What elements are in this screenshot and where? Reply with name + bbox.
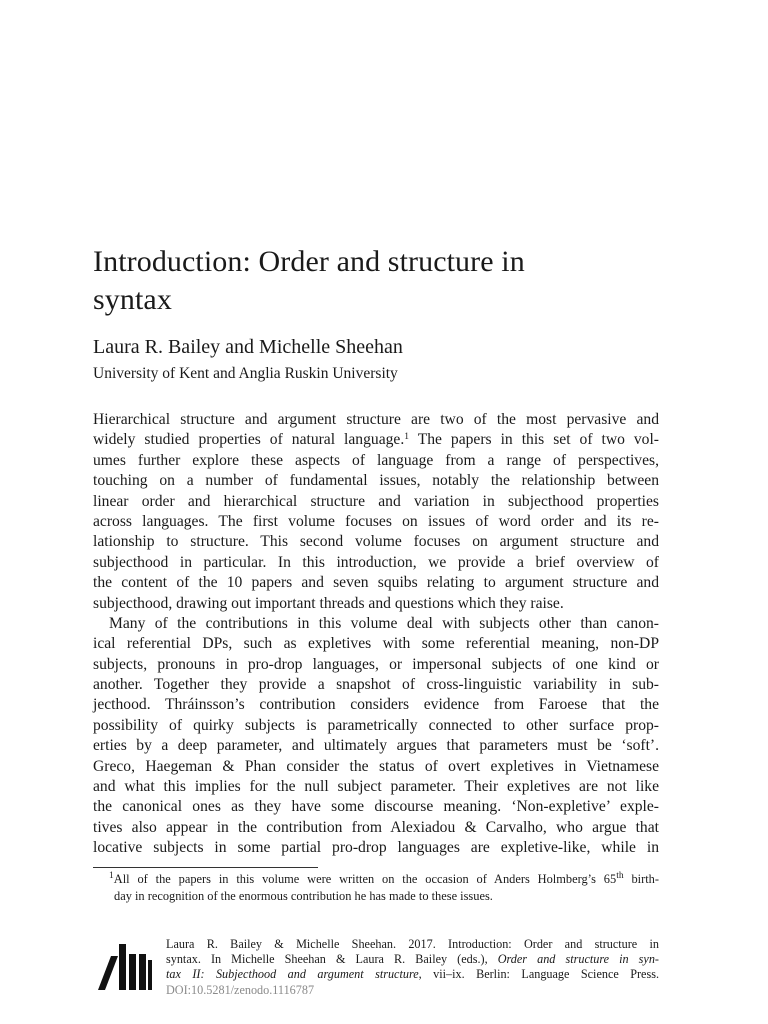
body-line: and what this implies for the null subject parameter. Their expletives are not like — [93, 778, 659, 796]
chapter-title-line-2: syntax — [93, 283, 172, 316]
citation-book-title: tax II: Subjecthood and argument structure — [166, 967, 419, 982]
body-line: another. Together they provide a snapshot of cross-linguistic variability in sub- — [93, 676, 659, 694]
footnote-line — [93, 871, 659, 888]
body-line: tives also appear in the contribution from Alexiadou & Carvalho, who argue that — [93, 818, 659, 836]
footnote-marker[interactable]: 1 — [404, 432, 409, 443]
citation-block — [93, 937, 659, 997]
author-affiliation: University of Kent and Anglia Ruskin University — [93, 365, 398, 382]
doi-link[interactable]: DOI:10.5281/zenodo.1116787 — [166, 982, 315, 997]
body-line: lationship to structure. This second volume focuses on argument structure and — [93, 533, 659, 551]
footnote-number: 1 — [109, 871, 114, 881]
paper-page — [93, 0, 659, 1024]
body-text-fragment: The papers in this set of two vol- — [408, 431, 660, 449]
chapter-title — [93, 243, 659, 319]
body-line — [93, 430, 659, 450]
footnote-text-fragment: All of the papers in this volume were written on the occasion of Anders Holmberg’s 65 — [113, 872, 617, 886]
footnote — [93, 871, 659, 905]
body-line: possibility of quirky subjects is parametrically connected to other surface prop- — [93, 716, 659, 734]
citation-fragment: syntax. In Michelle Sheehan & Laura R. Bailey (eds.), — [166, 952, 498, 967]
body-line: touching on a number of fundamental issues, notably the relationship between — [93, 472, 659, 490]
chapter-authors: Laura R. Bailey and Michelle Sheehan — [93, 336, 403, 358]
ordinal-suffix: th — [616, 871, 624, 881]
body-line: the content of the 10 papers and seven squibs relating to argument structure and — [93, 574, 659, 592]
citation-book-title: Order and structure in syn- — [497, 952, 659, 967]
citation-line: Laura R. Bailey & Michelle Sheehan. 2017. Introduction: Order and structure in — [166, 937, 659, 951]
body-line: erties by a deep parameter, and ultimately argues that parameters must be ‘soft’. — [93, 737, 659, 755]
citation-line — [166, 967, 659, 982]
citation-line — [166, 952, 659, 967]
body-line: umes further explore these aspects of language from a range of perspectives, — [93, 451, 659, 469]
body-line: the canonical ones as they have some discourse meaning. ‘Non-expletive’ exple- — [93, 798, 659, 816]
body-line: subjects, pronouns in pro-drop languages, or impersonal subjects of one kind or — [93, 655, 659, 673]
chapter-title-line-1: Introduction: Order and structure in — [93, 245, 525, 278]
chapter-citation — [166, 937, 659, 998]
body-line: subjecthood, drawing out important threads and questions which they raise. — [93, 594, 564, 612]
language-science-press-logo-icon — [98, 944, 152, 990]
body-line: Greco, Haegeman & Phan consider the status of overt expletives in Vietnamese — [93, 757, 659, 775]
body-text-fragment: widely studied properties of natural language. — [93, 431, 405, 449]
footnote-text-fragment: birth- — [623, 872, 659, 886]
citation-fragment: , vii–ix. Berlin: Language Science Press. — [418, 967, 659, 982]
footnote-line: day in recognition of the enormous contribution he has made to these issues. — [114, 889, 493, 903]
body-line: Many of the contributions in this volume deal with subjects other than canon- — [109, 614, 659, 632]
body-line: Hierarchical structure and argument structure are two of the most pervasive and — [93, 411, 659, 428]
body-line: subjecthood in particular. In this introduction, we provide a brief overview of — [93, 553, 659, 571]
body-line: linear order and hierarchical structure and variation in subjecthood properties — [93, 492, 659, 510]
body-text — [93, 410, 659, 859]
body-line: jecthood. Thráinsson’s contribution considers evidence from Faroese that the — [93, 696, 659, 714]
body-line: across languages. The first volume focuses on issues of word order and its re- — [93, 512, 659, 530]
footnote-divider — [93, 867, 318, 868]
body-line: locative subjects in some partial pro-drop languages are expletive-like, while in — [93, 839, 659, 857]
body-line: ical referential DPs, such as expletives with some referential meaning, non-DP — [93, 635, 659, 653]
